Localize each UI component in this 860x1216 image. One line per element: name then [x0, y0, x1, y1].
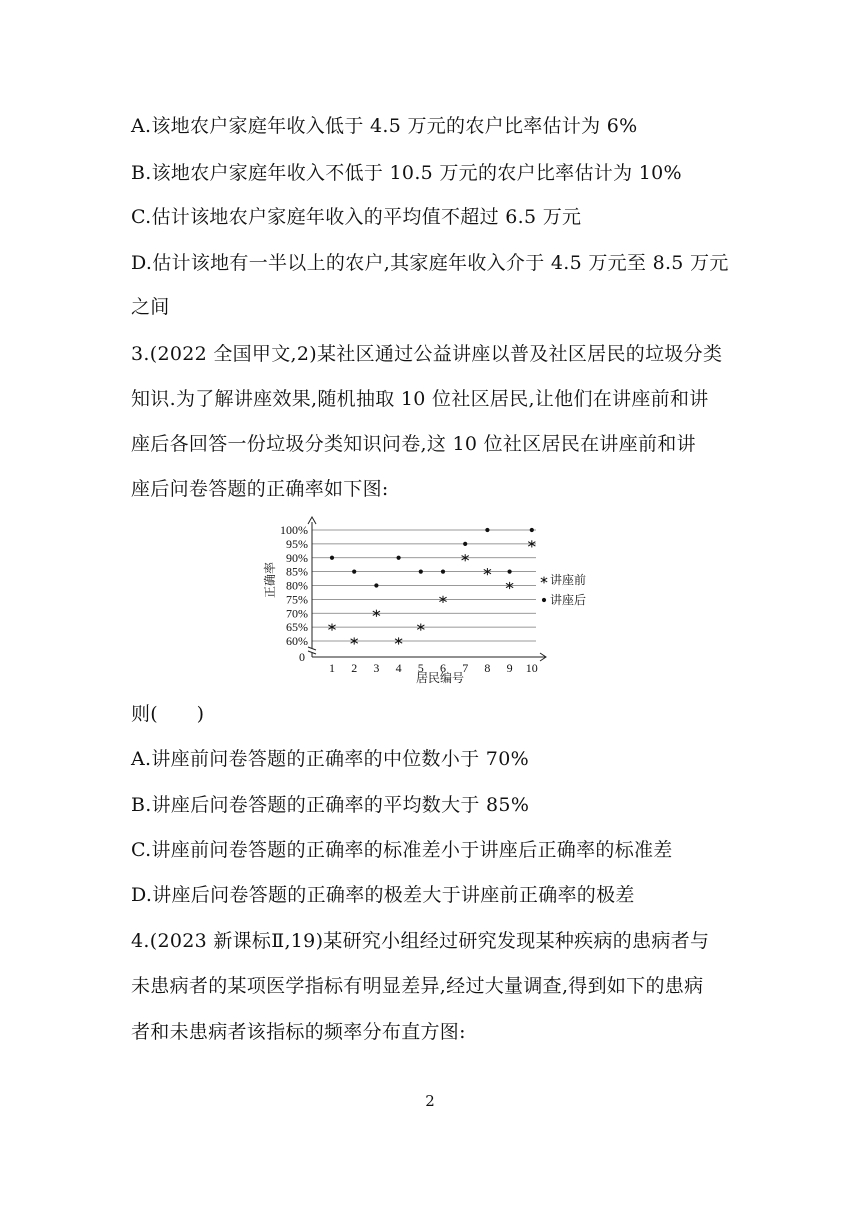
- origin-label: 0: [299, 650, 305, 664]
- after-lecture-point: [463, 542, 467, 546]
- x-tick-label: 4: [395, 661, 402, 675]
- answer-prompt: 则( ): [131, 703, 205, 725]
- text-line-5: 之间: [131, 296, 170, 318]
- question-3-line-3: 座后各回答一份垃圾分类知识问卷,这 10 位社区居民在讲座前和讲: [131, 433, 696, 455]
- question-3-line-1: 3.(2022 全国甲文,2)某社区通过公益讲座以普及社区居民的垃圾分类: [131, 343, 723, 365]
- after-lecture-point: [397, 556, 401, 560]
- option-c: C.讲座前问卷答题的正确率的标准差小于讲座后正确率的标准差: [131, 839, 673, 861]
- x-axis-title: 居民编号: [415, 671, 465, 685]
- after-lecture-point: [508, 570, 512, 574]
- x-tick-label: 9: [506, 661, 513, 675]
- question-3-line-2: 知识.为了解讲座效果,随机抽取 10 位社区居民,让他们在讲座前和讲: [131, 388, 709, 410]
- legend-after-label: 讲座后: [550, 593, 587, 607]
- option-a: A.讲座前问卷答题的正确率的中位数小于 70%: [131, 748, 529, 770]
- x-tick-label: 1: [329, 661, 335, 675]
- question-4-line-2: 未患病者的某项医学指标有明显差异,经过大量调查,得到如下的患病: [131, 975, 704, 997]
- x-tick-label: 6: [440, 661, 446, 675]
- x-tick-label: 8: [484, 661, 491, 675]
- legend-before-label: 讲座前: [550, 573, 587, 587]
- after-lecture-point: [330, 556, 334, 560]
- x-tick-label: 3: [373, 661, 380, 675]
- y-tick-label: 100%: [280, 523, 308, 537]
- x-tick-label: 10: [525, 661, 538, 675]
- option-d: D.讲座后问卷答题的正确率的极差大于讲座前正确率的极差: [131, 884, 635, 906]
- y-tick-label: 80%: [286, 578, 308, 593]
- axis-break-mark: [308, 647, 316, 654]
- after-lecture-point: [419, 570, 423, 574]
- legend-before-marker: [541, 577, 547, 584]
- y-tick-label: 60%: [286, 634, 308, 648]
- legend-after-marker: [542, 598, 546, 602]
- question-4-line-1: 4.(2023 新课标Ⅱ,19)某研究小组经过研究发现某种疾病的患病者与: [131, 930, 710, 952]
- y-tick-label: 95%: [286, 536, 308, 551]
- text-line-4: D.估计该地有一半以上的农户,其家庭年收入介于 4.5 万元至 8.5 万元: [131, 252, 729, 274]
- y-tick-label: 85%: [286, 564, 308, 579]
- x-tick-label: 7: [462, 661, 469, 675]
- after-lecture-point: [374, 583, 378, 587]
- question-4-line-3: 者和未患病者该指标的频率分布直方图:: [131, 1021, 466, 1043]
- question-3-line-4: 座后问卷答题的正确率如下图:: [131, 478, 389, 500]
- option-b: B.讲座后问卷答题的正确率的平均数大于 85%: [131, 794, 530, 816]
- y-tick-label: 70%: [286, 606, 308, 621]
- text-line-2: B.该地农户家庭年收入不低于 10.5 万元的农户比率估计为 10%: [131, 162, 682, 184]
- after-lecture-point: [485, 528, 489, 532]
- text-line-1: A.该地农户家庭年收入低于 4.5 万元的农户比率估计为 6%: [131, 115, 638, 137]
- y-tick-label: 90%: [286, 550, 308, 565]
- x-tick-label: 2: [351, 661, 358, 675]
- y-tick-label: 65%: [286, 620, 308, 635]
- scatter-chart: [256, 516, 616, 688]
- after-lecture-point: [530, 528, 534, 532]
- y-axis-title: 正确率: [263, 561, 277, 599]
- after-lecture-point: [441, 570, 445, 574]
- text-line-3: C.估计该地农户家庭年收入的平均值不超过 6.5 万元: [131, 206, 582, 228]
- x-tick-label: 5: [417, 661, 424, 675]
- page-number: 2: [425, 1092, 435, 1110]
- after-lecture-point: [352, 570, 356, 574]
- y-tick-label: 75%: [286, 592, 308, 607]
